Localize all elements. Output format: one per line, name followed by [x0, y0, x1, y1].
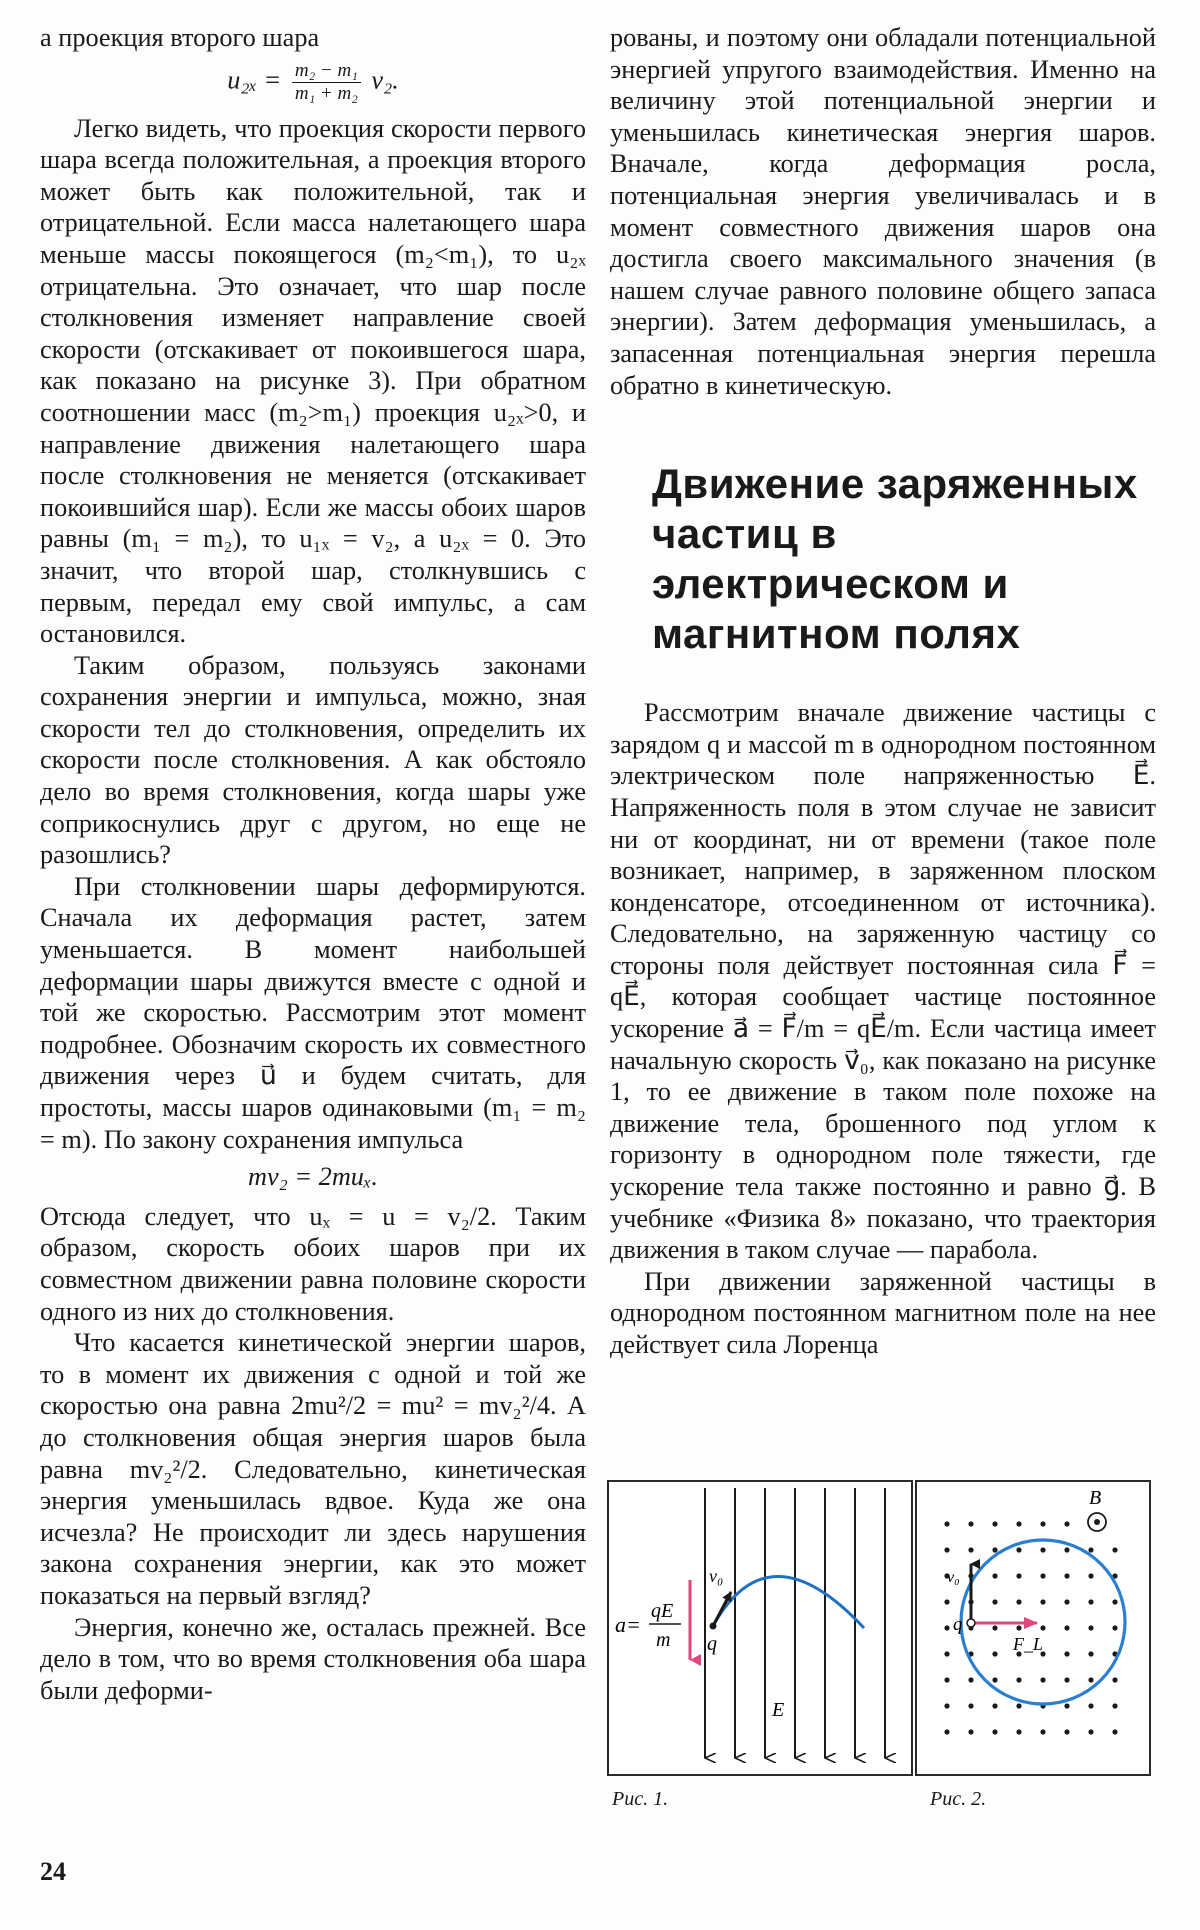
field-dot [944, 1521, 949, 1526]
figure-1 [607, 1480, 913, 1776]
figure-2-drawing [917, 1482, 1149, 1774]
fraction-numerator: m₂ − m₁ [292, 60, 361, 83]
field-dot [944, 1703, 949, 1708]
field-dot [1016, 1521, 1021, 1526]
accel-label-den: m [656, 1629, 671, 1651]
field-dot [992, 1651, 997, 1656]
field-dot [1064, 1677, 1069, 1682]
field-dot [1064, 1625, 1069, 1630]
accel-label-lhs: a= [615, 1612, 641, 1637]
field-dot [992, 1573, 997, 1578]
paragraph: рованы, и поэтому они обладали потенциальной энергией упругого взаимодействия. Именно на величину этой потенциальной энергии и уменьшилась кинетическая энергия шаров. Вначале, когда деформация росла, потенциальная энергия увеличивалась и в момент совместного движения шаров она достигла своего максимального значения (в нашем случае равного половине общего запаса энергии). Затем деформация уменьшилась, а запасенная потенциальная энергия перешла обратно в кинетическую. [610, 23, 1156, 400]
field-dot [944, 1547, 949, 1552]
field-dot [992, 1547, 997, 1552]
formula-lhs: u₂ₓ = [227, 65, 282, 95]
field-dot [968, 1703, 973, 1708]
field-dot [1040, 1729, 1045, 1734]
field-dot [1064, 1547, 1069, 1552]
charge-particle [710, 1623, 717, 1630]
field-dot [1112, 1703, 1117, 1708]
fraction [292, 60, 361, 105]
field-dot [968, 1521, 973, 1526]
field-dot [1040, 1547, 1045, 1552]
field-dot [1112, 1547, 1117, 1552]
paragraph: Легко видеть, что проекция скорости первого шара всегда положительная, а проекция второго может быть как положительной, так и отрицательной. Если масса налетающего шара меньше массы покоящегося (m₂<m₁), то u₂ₓ отрицательна. Это означает, что шар после столкновения изменяет направление своей скорости (отскакивает от покоившегося шара, как показано на рисунке 3). При обратном соотношении масс (m₂>m₁) проекция u₂ₓ>0, и направление движения налетающего шара после столкновения не меняется (отскакивает покоившийся шар). Если же массы обоих шаров равны (m₁ = m₂), то u₁ₓ = v₂, а u₂ₓ = 0. Это значит, что второй шар, столкнувшись с первым, передал ему свой импульс, а сам остановился. [40, 113, 586, 649]
label-E: E [772, 1699, 785, 1721]
b-field-symbol-dot [1094, 1519, 1100, 1525]
field-dot [968, 1547, 973, 1552]
field-dot [1088, 1703, 1093, 1708]
accel-label-num: qE [651, 1600, 674, 1622]
field-dot [1064, 1599, 1069, 1604]
label-q: q [953, 1614, 963, 1635]
paragraph: При движении заряженной частицы в однородном постоянном магнитном поле на нее действует сила Лоренца [610, 1266, 1156, 1359]
field-dot [992, 1729, 997, 1734]
field-dot [1112, 1729, 1117, 1734]
field-dot [992, 1703, 997, 1708]
field-dot [1016, 1573, 1021, 1578]
paragraph: Отсюда следует, что uₓ = u = v₂/2. Таким образом, скорость обоих шаров при их совместном движении равна половине скорости одного из них до столкновения. [40, 1201, 586, 1326]
figure-2 [915, 1480, 1151, 1776]
field-dot [1064, 1651, 1069, 1656]
paragraph: Энергия, конечно же, осталась прежней. Все дело в том, что во время столкновения оба шара были деформи- [40, 1612, 586, 1705]
charge-particle [967, 1619, 975, 1627]
field-dot [1112, 1625, 1117, 1630]
paragraph: Таким образом, пользуясь законами сохранения энергии и импульса, можно, зная скорости тел до столкновения, определить их скорости после столкновения. А как обстояло дело во время столкновения, когда шары уже соприкоснулись друг с другом, но еще не разошлись? [40, 650, 586, 870]
field-dot [992, 1599, 997, 1604]
right-column [610, 22, 1156, 1361]
field-dot [1112, 1599, 1117, 1604]
field-dot [1016, 1599, 1021, 1604]
field-dot [968, 1729, 973, 1734]
label-B: B [1089, 1487, 1102, 1509]
label-v0: v₀ [947, 1569, 960, 1586]
field-dot [1064, 1703, 1069, 1708]
formula-u2x [40, 60, 586, 105]
figure-2-caption: Рис. 2. [930, 1788, 987, 1810]
label-F-lorentz: F_L [1013, 1634, 1044, 1654]
field-dot [992, 1521, 997, 1526]
field-dot [1088, 1599, 1093, 1604]
field-dot [1040, 1573, 1045, 1578]
field-dot [1064, 1521, 1069, 1526]
field-dot [1064, 1729, 1069, 1734]
field-dot [1040, 1599, 1045, 1604]
paragraph: Рассмотрим вначале движение частицы с зарядом q и массой m в однородном постоянном электрическом поле напряженностью E⃗. Напряженность поля в этом случае не зависит ни от координат, ни от времени (такое поле возникает, например, в заряженном плоском конденсаторе, отсоединенном от источника). Следовательно, на заряженную частицу со стороны поля действует постоянная сила F⃗ = qE⃗, которая сообщает частице постоянное ускорение a⃗ = F⃗/m = qE⃗/m. Если частица имеет начальную скорость v⃗₀, как показано на рисунке 1, то ее движение в таком поле похоже на движение тела, брошенного под углом к горизонту в однородном поле тяжести, где ускорение тела также постоянно и равно g⃗. В учебнике «Физика 8» показано, что траектория движения в таком случае — парабола. [610, 698, 1156, 1265]
field-dot [1016, 1677, 1021, 1682]
field-dot [944, 1677, 949, 1682]
field-dot [1088, 1729, 1093, 1734]
field-dot [968, 1677, 973, 1682]
field-dot [1088, 1625, 1093, 1630]
velocity-arrow-v0 [713, 1592, 731, 1626]
field-dot [944, 1599, 949, 1604]
field-dot [1088, 1573, 1093, 1578]
figures [607, 1480, 1147, 1780]
paragraph: При столкновении шары деформируются. Сначала их деформация растет, затем уменьшается. В момент наибольшей деформации шары движутся вместе с одной и той же скоростью. Рассмотрим этот момент подробнее. Обозначим скорость их совместного движения через u⃗ и будем считать, для простоты, массы шаров одинаковыми (m₁ = m₂ = m). По закону сохранения импульса [40, 871, 586, 1154]
field-dot [1088, 1677, 1093, 1682]
field-dot [1040, 1521, 1045, 1526]
field-dot [1112, 1677, 1117, 1682]
left-column [40, 22, 586, 1706]
formula-text: mv₂ = 2muₓ. [247, 1162, 379, 1192]
field-dot [1040, 1625, 1045, 1630]
field-dot [1064, 1573, 1069, 1578]
field-dot [1088, 1651, 1093, 1656]
field-dot [944, 1729, 949, 1734]
label-v0: v₀ [709, 1566, 724, 1586]
field-dot [1016, 1547, 1021, 1552]
field-dot [1040, 1677, 1045, 1682]
formula-momentum [40, 1161, 586, 1193]
page-number: 24 [40, 1857, 66, 1886]
figure-1-drawing [609, 1482, 911, 1774]
fraction-denominator: m₁ + m₂ [294, 82, 358, 104]
label-q: q [707, 1633, 717, 1655]
section-title: Движение заряженных частиц в электрическом и магнитном полях [652, 460, 1138, 658]
figure-1-caption: Рис. 1. [612, 1788, 669, 1810]
field-dot [1016, 1703, 1021, 1708]
field-dot [1088, 1547, 1093, 1552]
paragraph: Что касается кинетической энергии шаров, то в момент их движения с одной и той же скоростью она равна 2mu²/2 = mu² = mv₂²/4. А до столкновения общая энергия шаров была равна mv₂²/2. Следовательно, кинетическая энергия уменьшилась вдвое. Куда же она исчезла? Не происходит ли здесь нарушения закона сохранения энергии, как это может показаться на первый взгляд? [40, 1328, 586, 1610]
field-dot [944, 1651, 949, 1656]
field-dot [1016, 1625, 1021, 1630]
field-dot [1016, 1729, 1021, 1734]
field-dot [992, 1625, 997, 1630]
field-dot [944, 1625, 949, 1630]
paragraph: а проекция второго шара [40, 23, 320, 52]
formula-rhs: v₂. [371, 65, 399, 95]
field-dot [992, 1677, 997, 1682]
